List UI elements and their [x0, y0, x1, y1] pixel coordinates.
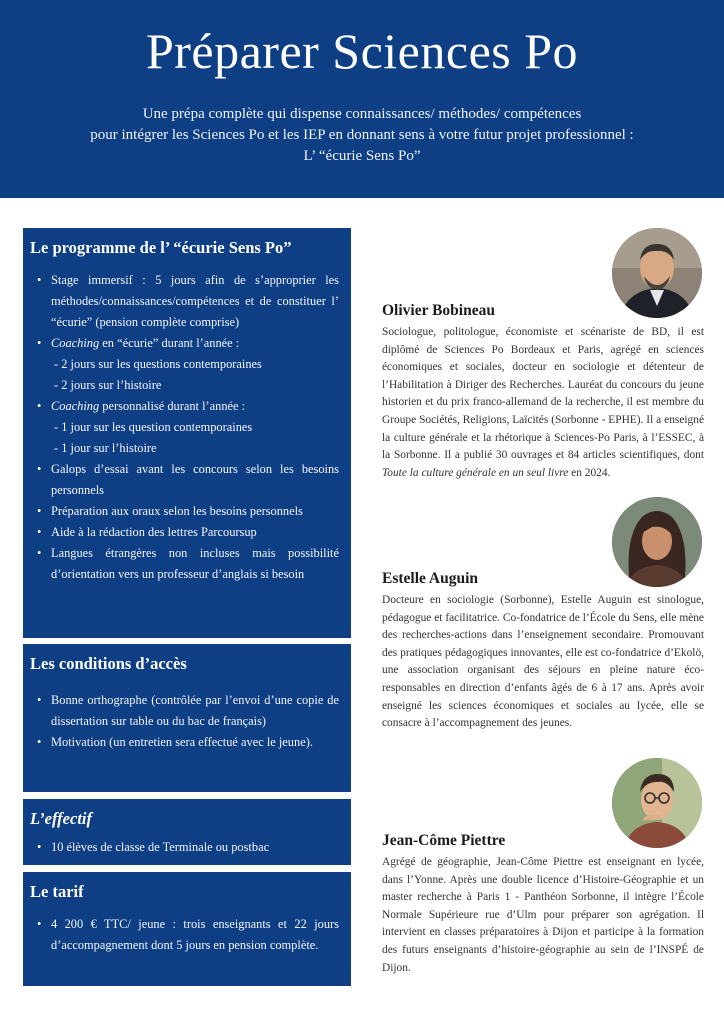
coaching-word: Coaching: [51, 336, 100, 350]
subtitle-line: pour intégrer les Sciences Po et les IEP en donnant sens à votre futur projet professionnel :: [90, 127, 634, 143]
profile-name: Estelle Auguin: [382, 570, 479, 587]
list-item: [51, 333, 339, 354]
list-item: • 4 200 € TTC/ jeune : trois enseignants et 22 jours d’accompagnement dont 5 jours en pension complète.: [51, 914, 339, 956]
profile-name: Olivier Bobineau: [382, 302, 495, 319]
profile-name: Jean-Côme Piettre: [382, 832, 506, 849]
book-title: Toute la culture générale en un seul livre: [382, 466, 569, 479]
subtitle-line: Une prépa complète qui dispense connaissances/ méthodes/ compétences: [142, 106, 582, 122]
list-item-text: en “écurie” durant l’année :: [102, 336, 240, 350]
page-title: Préparer Sciences Po: [145, 23, 579, 79]
tarif-box: [23, 872, 351, 986]
profile-olivier-bobineau: [382, 302, 704, 482]
list-item: • Stage immersif : 5 jours afin de s’approprier les méthodes/connaissances/compétences et de constituer l’ “écurie” (pension complète comprise): [51, 270, 339, 333]
profile-bio-text: Sociologue, politologue, économiste et scénariste de BD, il est diplômé de Sciences Po Bordeaux et Paris, agrégé en sciences économiques et sociales, docteur en sociologie et détenteur de l’Habilitation à Diriger des Recherches. Lauréat du concours du jeune historien et du prix franco-allemand de la recherche, il est membre du Groupe Sociétés, Religions, Laïcités (Sorbonne - EPHE). Il a enseigné la culture générale et la rhétorique à Sciences-Po Paris, à l’ESSEC, à la Sorbonne. Il a publié 30 ouvrages et 84 articles scientifiques, dont: [382, 326, 704, 462]
tarif-title: Le tarif: [30, 882, 84, 901]
conditions-box: [23, 644, 351, 792]
profile-jean-come-piettre: [382, 832, 704, 977]
coaching-word: Coaching: [51, 399, 100, 413]
subtitle-line: L’ “écurie Sens Po”: [303, 148, 421, 164]
list-subitem: - 2 jours sur les questions contemporaines: [54, 357, 262, 371]
profile-estelle-auguin: [382, 570, 704, 733]
list-item: • Aide à la rédaction des lettres Parcoursup: [51, 522, 339, 543]
profile-bio: [382, 324, 704, 482]
list-item: [51, 396, 339, 417]
profile-bio: Agrégé de géographie, Jean-Côme Piettre est enseignant en lycée, dans l’Yonne. Après une double licence d’Histoire-Géographie et un master recherche à Paris 1 - Panthéon Sorbonne, il intègre l’École Normale Supérieure rue d’Ulm pour préparer son agrégation. Il intervient en classes préparatoires à Dijon et participe à la formation des futurs enseignants d’histoire-géographie au sein de l’INSPÉ de Dijon.: [382, 856, 704, 974]
list-item: • Bonne orthographe (contrôlée par l’envoi d’une copie de dissertation sur table ou du bac de français): [51, 690, 339, 732]
list-subitem: - 1 jour sur l’histoire: [54, 441, 157, 455]
list-item: • Motivation (un entretien sera effectué avec le jeune).: [51, 732, 339, 753]
list-subitem: - 1 jour sur les question contemporaines: [54, 420, 253, 434]
header-banner: [0, 0, 724, 198]
effectif-box: [23, 799, 351, 865]
profile-bio-end: en 2024.: [568, 466, 611, 479]
effectif-title: L’effectif: [30, 809, 92, 828]
list-item: • Préparation aux oraux selon les besoins personnels: [51, 501, 339, 522]
conditions-list: [30, 690, 339, 753]
list-item-text: personnalisé durant l’année :: [102, 399, 246, 413]
conditions-title: Les conditions d’accès: [30, 654, 187, 673]
list-subitem: - 2 jours sur l’histoire: [54, 378, 162, 392]
list-item: • Galops d’essai avant les concours selon les besoins personnels: [51, 459, 339, 501]
tarif-list: [30, 914, 339, 956]
list-item: • 10 élèves de classe de Terminale ou postbac: [51, 837, 339, 858]
programme-box: [23, 228, 351, 638]
programme-list: [30, 270, 339, 585]
effectif-list: [30, 837, 339, 858]
programme-title: Le programme de l’ “écurie Sens Po”: [30, 238, 292, 257]
list-item: • Langues étrangères non incluses mais possibilité d’orientation vers un professeur d’anglais si besoin: [51, 543, 339, 585]
page-subtitle: [0, 104, 724, 167]
profile-bio: Docteure en sociologie (Sorbonne), Estelle Auguin est sinologue, pédagogue et facilitatrice. Co-fondatrice de l’École du Sens, elle mène des recherches-actions dans l’enseignement secondaire. Promouvant des pratiques pédagogiques innovantes, elle est co-fondatrice d’Ekolö, une association organisant des séjours en pleine nature éco-responsables en direction d’enfants âgés de 6 à 17 ans. Après avoir enseigné les sciences économiques et sociales au lycée, elle se consacre à l’accompagnement des jeunes.: [382, 594, 704, 730]
